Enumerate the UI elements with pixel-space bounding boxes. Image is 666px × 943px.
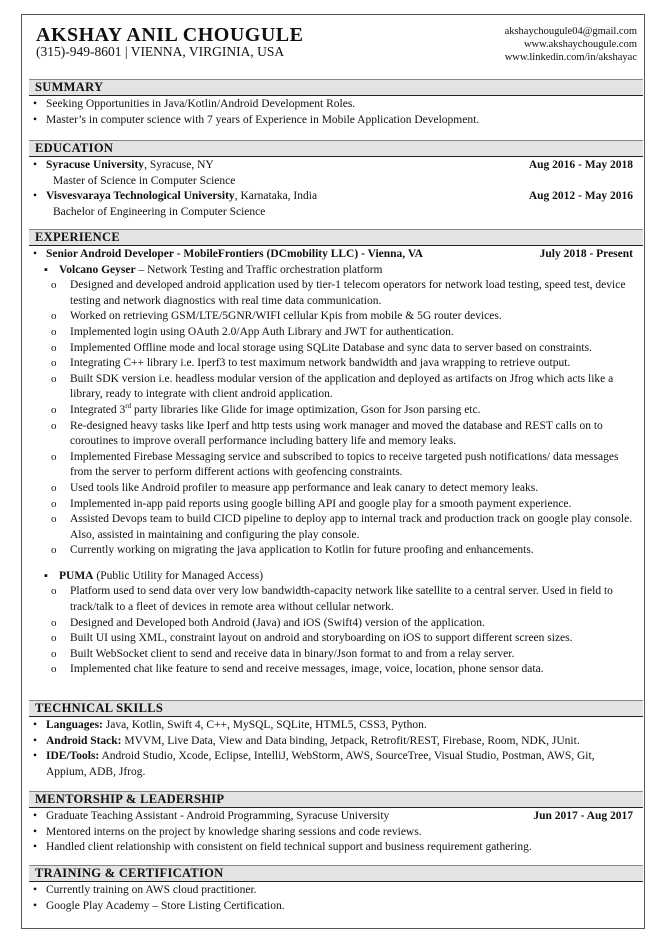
- project-bullet: o Currently working on migrating the java application to Kotlin for future proofing and enhancements.: [29, 543, 643, 559]
- skill-item: • Android Stack: MVVM, Live Data, View and Data binding, Jetpack, Retrofit/REST, Firebase, Room, NDK, JUnit.: [29, 734, 643, 750]
- project-bullet: o Implemented Firebase Messaging service and subscribed to topics to receive targeted push notifications/ data messages from the server to perform different actions with geofencing constraints.: [29, 450, 643, 481]
- mentorship-heading: MENTORSHIP & LEADERSHIP: [29, 791, 643, 808]
- mentorship-item: • Graduate Teaching Assistant - Android Programming, Syracuse University Jun 2017 - Aug 2017: [29, 809, 643, 825]
- school-place: , Syracuse, NY: [144, 159, 214, 171]
- mentorship-item: • Mentored interns on the project by knowledge sharing sessions and code reviews.: [29, 825, 643, 841]
- skills-heading: TECHNICAL SKILLS: [29, 700, 643, 717]
- project-bullet: o Assisted Devops team to build CICD pipeline to deploy app to internal track and production track on google play console. Also, assisted in maintaining and configuring the play console.: [29, 512, 643, 543]
- skill-item: • IDE/Tools: Android Studio, Xcode, Eclipse, IntelliJ, WebStorm, AWS, SourceTree, Visual Studio, Postman, AWS, Git, Appium, ADB, Jfrog.: [29, 749, 643, 780]
- project-bullet: o Worked on retrieving GSM/LTE/5GNR/WIFI cellular Kpis from mobile & 5G router devices.: [29, 309, 643, 325]
- project-bullet: o Re-designed heavy tasks like Iperf and http tests using work manager and moved the database and REST calls on to coroutines to improve overall performance including battery life and memory leaks.: [29, 419, 643, 450]
- project-heading: ▪ Volcano Geyser – Network Testing and Traffic orchestration platform: [29, 263, 643, 279]
- education-section: [29, 140, 643, 220]
- experience-heading: EXPERIENCE: [29, 229, 643, 246]
- training-heading: TRAINING & CERTIFICATION: [29, 865, 643, 882]
- degree: Bachelor of Engineering in Computer Science: [53, 205, 266, 218]
- job-date: July 2018 - Present: [539, 248, 633, 260]
- phone-location: (315)-949-8601 | VIENNA, VIRGINIA, USA: [36, 44, 285, 59]
- training-item: • Google Play Academy – Store Listing Certification.: [29, 899, 643, 915]
- project-bullet: o Built SDK version i.e. headless modular version of the application and deployed as artifacts on Jfrog which acts like a library, ready to integrate with client android application.: [29, 372, 643, 403]
- project-bullet: o Implemented chat like feature to send and receive messages, image, voice, location, phone sensor data.: [29, 662, 643, 678]
- summary-item: • Master’s in computer science with 7 years of Experience in Mobile Application Development.: [29, 113, 643, 129]
- education-item: [29, 158, 643, 174]
- education-date: Aug 2016 - May 2018: [528, 159, 633, 171]
- degree: Master of Science in Computer Science: [53, 174, 236, 187]
- summary-item: • Seeking Opportunities in Java/Kotlin/Android Development Roles.: [29, 97, 643, 113]
- project-bullet: o Used tools like Android profiler to measure app performance and leak canary to detect memory leaks.: [29, 481, 643, 497]
- candidate-name: AKSHAY ANIL CHOUGULE: [36, 24, 304, 46]
- education-heading: EDUCATION: [29, 140, 643, 157]
- project-bullet: o Built WebSocket client to send and receive data in binary/Json format to and from a relay server.: [29, 647, 643, 663]
- mentorship-section: [29, 791, 643, 856]
- school-name: Visvesvaraya Technological University: [46, 190, 235, 203]
- school-name: Syracuse University: [46, 159, 145, 171]
- experience-section: [29, 229, 643, 678]
- website-link[interactable]: www.akshaychougule.com: [523, 39, 637, 50]
- linkedin-link[interactable]: www.linkedin.com/in/akshayac: [504, 52, 637, 63]
- education-date: Aug 2012 - May 2016: [528, 190, 633, 203]
- mentorship-item: • Handled client relationship with consistent on field technical support and business requirement gathering.: [29, 840, 643, 856]
- education-item: [29, 189, 643, 205]
- contact-block: [505, 25, 637, 64]
- project-bullet: o Designed and Developed both Android (Java) and iOS (Swift4) version of the application.: [29, 616, 643, 632]
- summary-heading: SUMMARY: [29, 79, 643, 96]
- training-item: • Currently training on AWS cloud practitioner.: [29, 883, 643, 899]
- project-bullet: o Integrated 3rd party libraries like Glide for image optimization, Gson for Json parsing etc.: [29, 403, 643, 419]
- project-bullet: o Built UI using XML, constraint layout on android and storyboarding on iOS to support different screen sizes.: [29, 631, 643, 647]
- summary-section: [29, 79, 643, 128]
- project-bullet: o Implemented Offline mode and local storage using SQLite Database and sync data to server based on constraints.: [29, 341, 643, 357]
- project-heading: ▪ PUMA (Public Utility for Managed Access): [29, 569, 643, 585]
- project-bullet: o Platform used to send data over very low bandwidth-capacity network like satellite to a central server. Used in field to track/talk to a fleet of devices in remote area without cellular network.: [29, 584, 643, 615]
- training-section: [29, 865, 643, 914]
- mentorship-date: Jun 2017 - Aug 2017: [533, 810, 633, 822]
- skill-item: • Languages: Java, Kotlin, Swift 4, C++, MySQL, SQLite, HTML5, CSS3, Python.: [29, 718, 643, 734]
- job-title: • Senior Android Developer - MobileFrontiers (DCmobility LLC) - Vienna, VA July 2018 - Present: [29, 247, 643, 263]
- skills-section: [29, 700, 643, 780]
- project-bullet: o Designed and developed android application used by tier-1 telecom operators for network load testing, speed test, device testing and network diagnostics with real time data communication.: [29, 278, 643, 309]
- project-bullet: o Implemented login using OAuth 2.0/App Auth Library and JWT for authentication.: [29, 325, 643, 341]
- school-place: , Karnataka, India: [234, 190, 318, 203]
- project-bullet: o Implemented in-app paid reports using google billing API and google play for a smooth payment experience.: [29, 497, 643, 513]
- email-link[interactable]: akshaychougule04@gmail.com: [504, 26, 637, 37]
- project-bullet: o Integrating C++ library i.e. Iperf3 to test maximum network bandwidth and java wrapping to retrieve output.: [29, 356, 643, 372]
